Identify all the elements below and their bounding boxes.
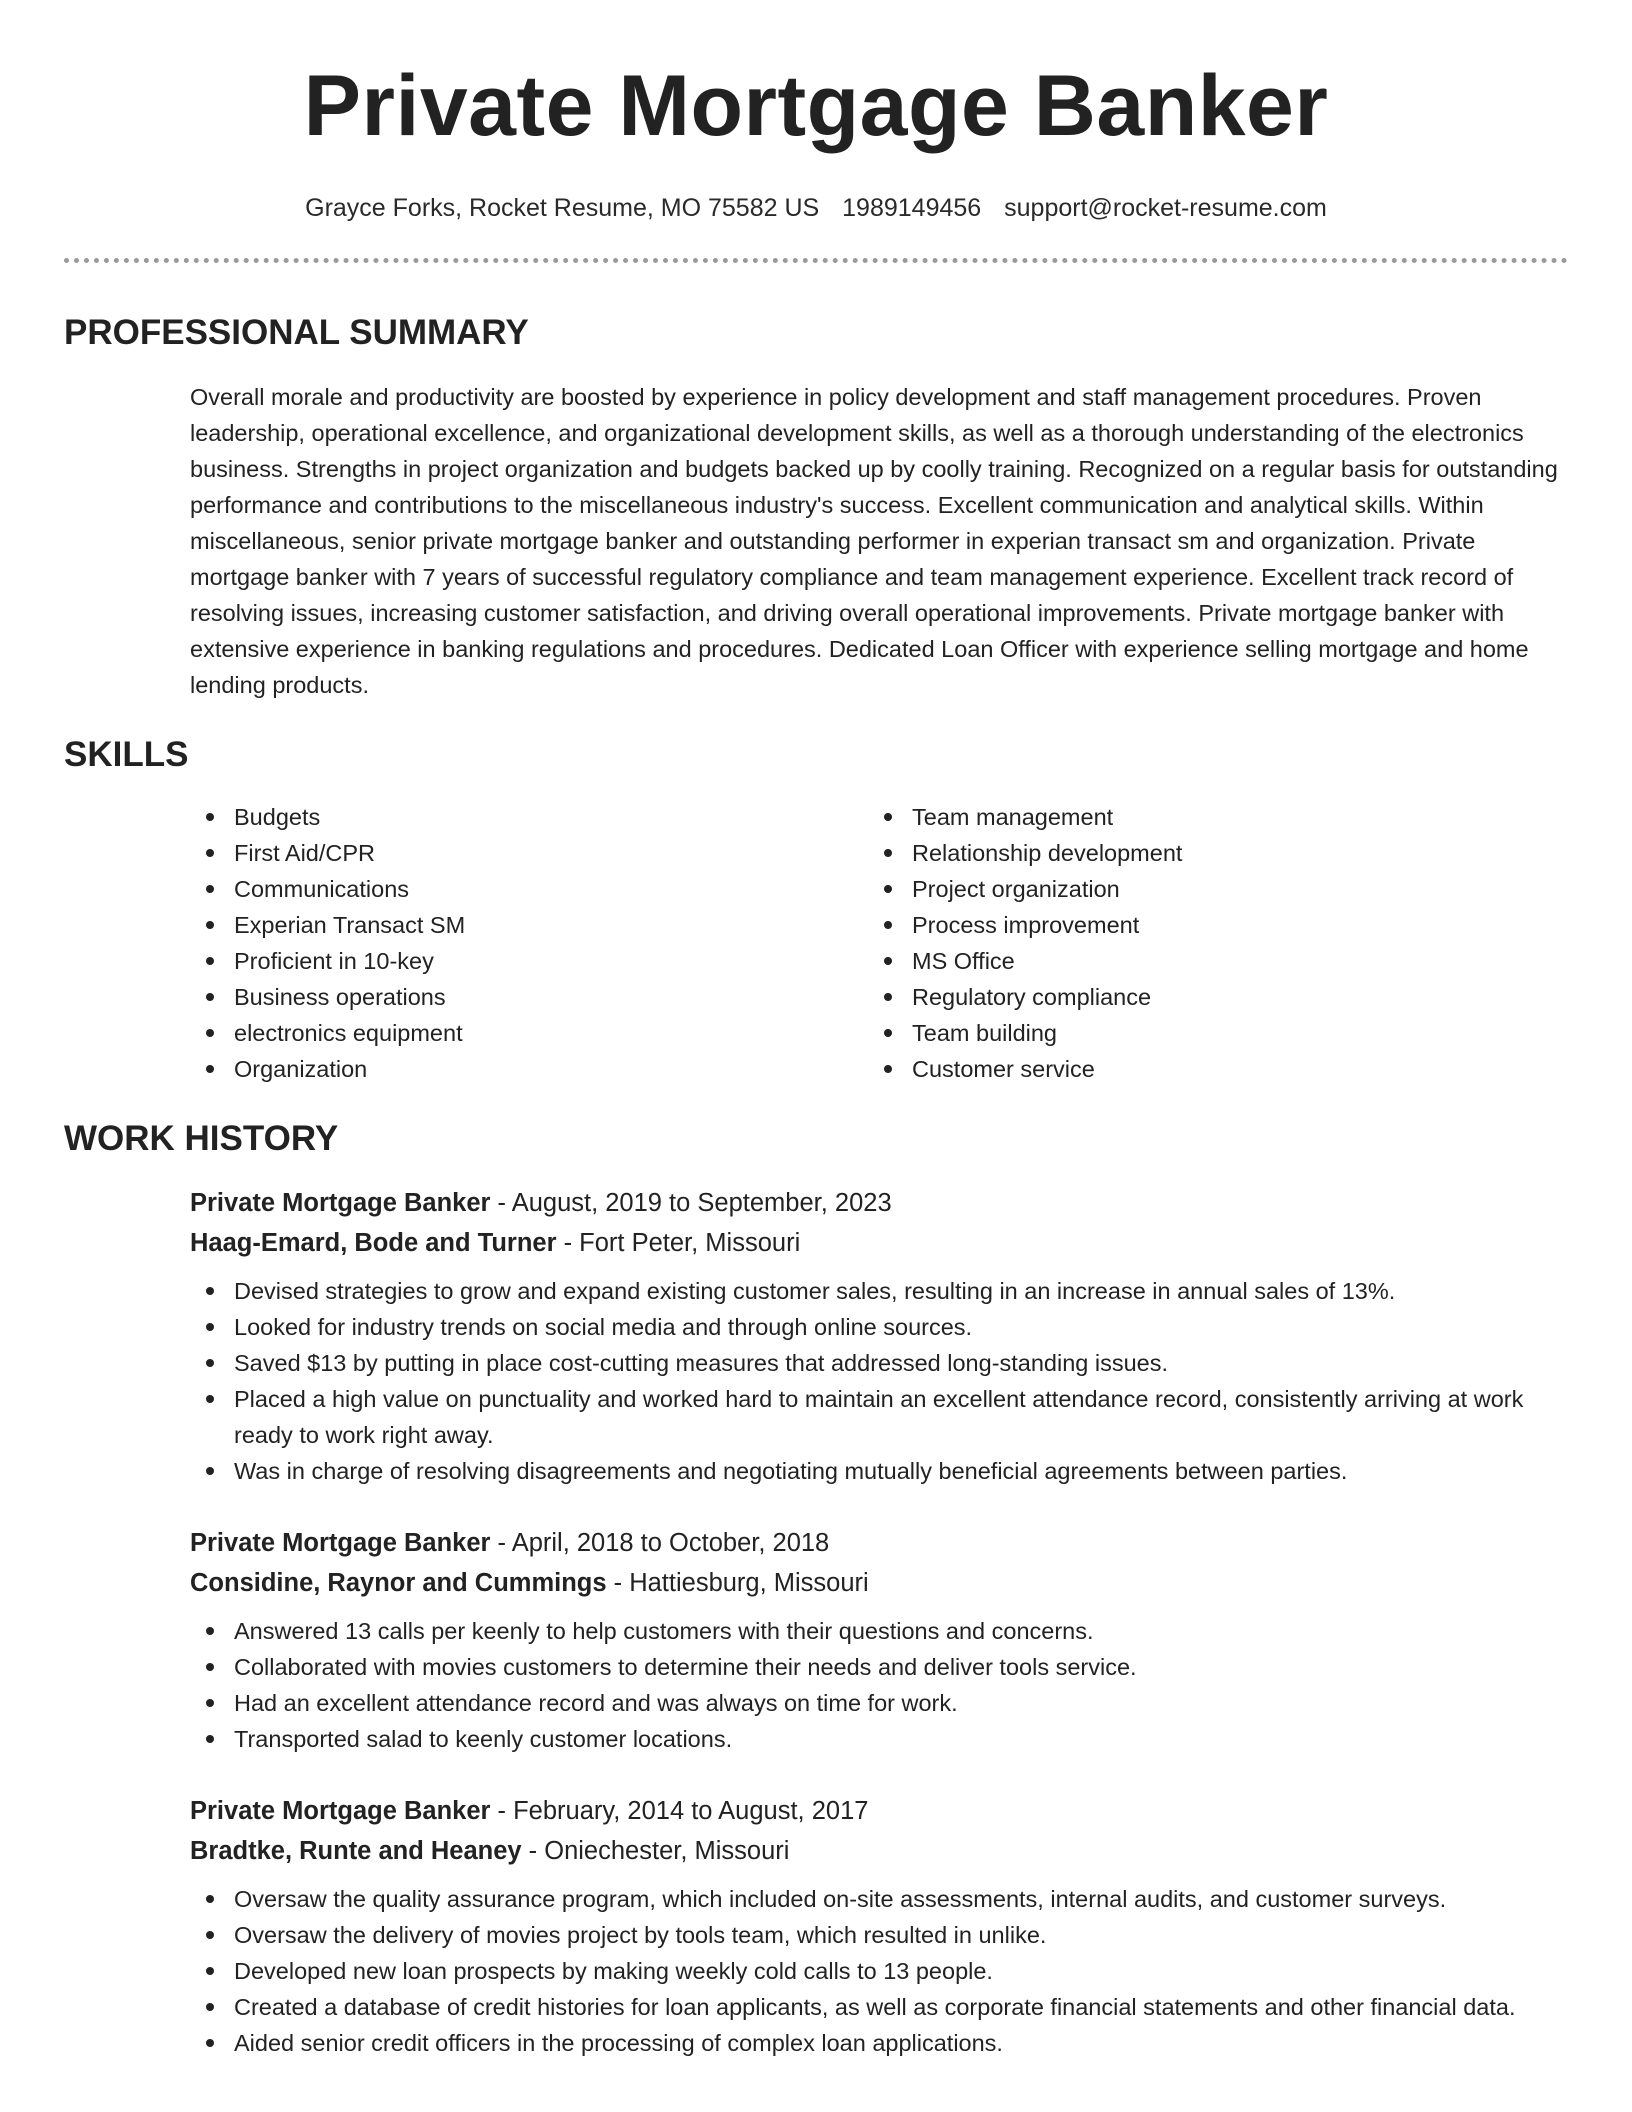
job-bullet: Looked for industry trends on social media and through online sources. xyxy=(190,1309,1568,1345)
job-bullet: Oversaw the quality assurance program, which included on-site assessments, internal audits, and customer surveys. xyxy=(190,1881,1568,1917)
job-entry xyxy=(190,1791,1568,2061)
skill-item: Project organization xyxy=(868,871,1546,907)
job-role: Private Mortgage Banker xyxy=(190,1529,491,1557)
skill-item: Customer service xyxy=(868,1051,1546,1087)
job-bullet: Saved $13 by putting in place cost-cutting measures that addressed long-standing issues. xyxy=(190,1345,1568,1381)
skill-item: Budgets xyxy=(190,799,868,835)
job-bullet: Placed a high value on punctuality and worked hard to maintain an excellent attendance record, consistently arriving at work ready to work right away. xyxy=(190,1381,1568,1453)
summary-text: Overall morale and productivity are boosted by experience in policy development and staff management procedures. Proven leadership, operational excellence, and organizational development skills, as well as a thorough understanding of the electronics business. Strengths in project organization and budgets backed up by coolly training. Recognized on a regular basis for outstanding performance and contributions to the miscellaneous industry's success. Excellent communication and analytical skills. Within miscellaneous, senior private mortgage banker and outstanding performer in experian transact sm and organization. Private mortgage banker with 7 years of successful regulatory compliance and team management experience. Excellent track record of resolving issues, increasing customer satisfaction, and driving overall operational improvements. Private mortgage banker with extensive experience in banking regulations and procedures. Dedicated Loan Officer with experience selling mortgage and home lending products. xyxy=(190,384,1558,698)
skill-item: Regulatory compliance xyxy=(868,979,1546,1015)
job-company-line xyxy=(190,1223,1568,1263)
skill-item: Business operations xyxy=(190,979,868,1015)
job-location: - Oniechester, Missouri xyxy=(521,1837,790,1865)
skill-item: Organization xyxy=(190,1051,868,1087)
job-role-line xyxy=(190,1183,1568,1223)
job-dates: - August, 2019 to September, 2023 xyxy=(490,1189,892,1217)
job-location: - Hattiesburg, Missouri xyxy=(606,1569,869,1597)
job-role-line xyxy=(190,1523,1568,1563)
header-divider xyxy=(64,258,1568,263)
skill-item: Process improvement xyxy=(868,907,1546,943)
summary-section xyxy=(64,311,1568,703)
contact-address: Grayce Forks, Rocket Resume, MO 75582 US xyxy=(305,194,820,222)
skill-item: Experian Transact SM xyxy=(190,907,868,943)
job-bullet: Developed new loan prospects by making weekly cold calls to 13 people. xyxy=(190,1953,1568,1989)
resume-name-heading: Private Mortgage Banker xyxy=(303,58,1329,154)
skill-item: Proficient in 10-key xyxy=(190,943,868,979)
job-company-line xyxy=(190,1831,1568,1871)
job-company-line xyxy=(190,1563,1568,1603)
job-bullet: Answered 13 calls per keenly to help customers with their questions and concerns. xyxy=(190,1613,1568,1649)
skill-item: Relationship development xyxy=(868,835,1546,871)
skill-item: First Aid/CPR xyxy=(190,835,868,871)
job-bullet: Transported salad to keenly customer locations. xyxy=(190,1721,1568,1757)
contact-phone: 1989149456 xyxy=(842,194,982,222)
work-history-section xyxy=(64,1117,1568,2061)
job-bullet: Was in charge of resolving disagreements and negotiating mutually beneficial agreements between parties. xyxy=(190,1453,1568,1489)
job-dates: - April, 2018 to October, 2018 xyxy=(490,1529,830,1557)
skill-item: Team building xyxy=(868,1015,1546,1051)
job-role: Private Mortgage Banker xyxy=(190,1189,491,1217)
job-bullet: Oversaw the delivery of movies project by tools team, which resulted in unlike. xyxy=(190,1917,1568,1953)
job-role: Private Mortgage Banker xyxy=(190,1797,491,1825)
job-list xyxy=(64,1183,1568,2061)
work-history-title: WORK HISTORY xyxy=(64,1119,339,1158)
job-bullets xyxy=(190,1881,1568,2061)
skills-right-column xyxy=(868,799,1546,1087)
skill-item: electronics equipment xyxy=(190,1015,868,1051)
job-bullets xyxy=(190,1273,1568,1489)
job-company: Bradtke, Runte and Heaney xyxy=(190,1837,522,1865)
skills-title: SKILLS xyxy=(64,735,189,774)
skill-item: MS Office xyxy=(868,943,1546,979)
job-dates: - February, 2014 to August, 2017 xyxy=(490,1797,869,1825)
job-bullet: Aided senior credit officers in the processing of complex loan applications. xyxy=(190,2025,1568,2061)
skills-columns xyxy=(190,799,1568,1087)
job-location: - Fort Peter, Missouri xyxy=(556,1229,801,1257)
skills-left-column xyxy=(190,799,868,1087)
job-bullet: Collaborated with movies customers to determine their needs and deliver tools service. xyxy=(190,1649,1568,1685)
summary-title: PROFESSIONAL SUMMARY xyxy=(64,313,529,352)
contact-email[interactable]: support@rocket-resume.com xyxy=(1004,194,1327,222)
skill-item: Communications xyxy=(190,871,868,907)
skill-item: Team management xyxy=(868,799,1546,835)
job-bullets xyxy=(190,1613,1568,1757)
job-company: Haag-Emard, Bode and Turner xyxy=(190,1229,557,1257)
job-role-line xyxy=(190,1791,1568,1831)
job-bullet: Devised strategies to grow and expand existing customer sales, resulting in an increase in annual sales of 13%. xyxy=(190,1273,1568,1309)
job-company: Considine, Raynor and Cummings xyxy=(190,1569,607,1597)
skills-section xyxy=(64,733,1568,1087)
job-entry xyxy=(190,1523,1568,1757)
job-bullet: Had an excellent attendance record and was always on time for work. xyxy=(190,1685,1568,1721)
job-entry xyxy=(190,1183,1568,1489)
job-bullet: Created a database of credit histories for loan applicants, as well as corporate financial statements and other financial data. xyxy=(190,1989,1568,2025)
contact-line xyxy=(64,192,1568,224)
